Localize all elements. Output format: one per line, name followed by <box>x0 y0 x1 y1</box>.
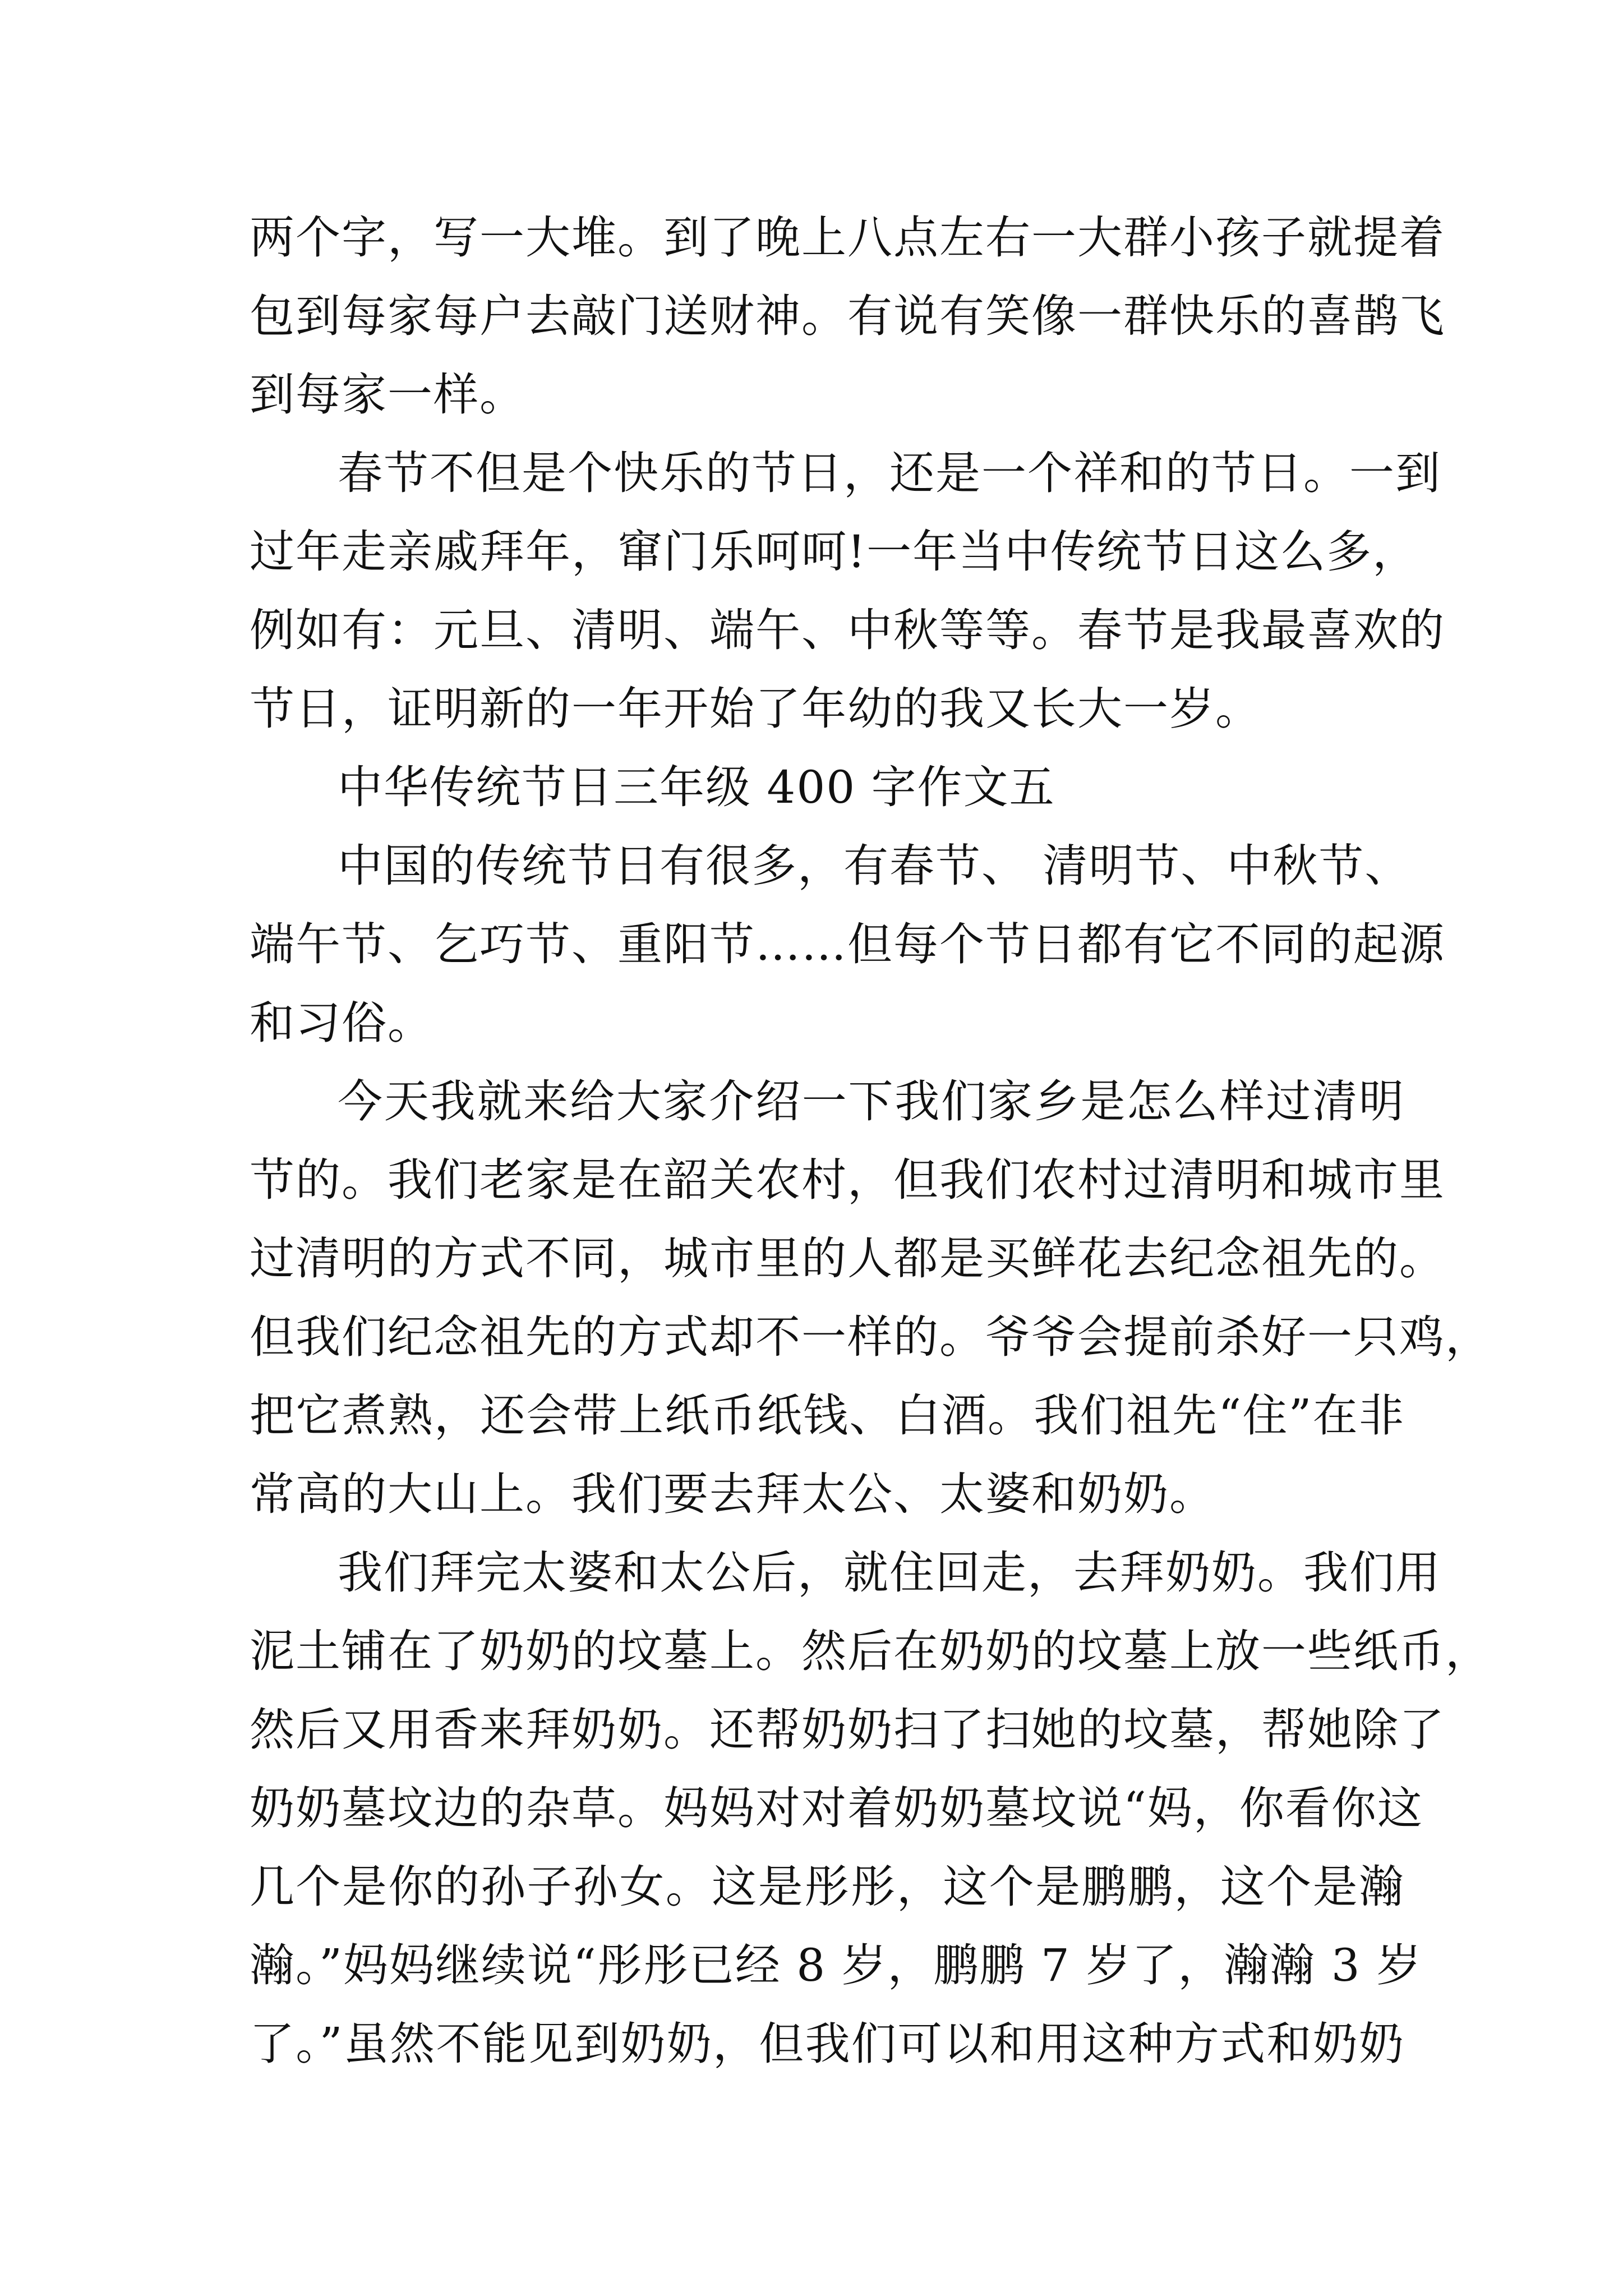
section-heading: 中华传统节日三年级 400 字作文五 <box>338 761 1055 813</box>
text-line: 但我们纪念祖先的方式却不一样的。爷爷会提前杀好一只鸡， <box>250 1311 1491 1363</box>
text-line: 过清明的方式不同，城市里的人都是买鲜花去纪念祖先的。 <box>250 1232 1445 1285</box>
text-line: 春节不但是个快乐的节日，还是一个祥和的节日。一到 <box>338 447 1441 499</box>
text-line: 了。”虽然不能见到奶奶，但我们可以和用这种方式和奶奶 <box>250 2018 1405 2070</box>
text-line: 把它煮熟，还会带上纸币纸钱、白酒。我们祖先“住”在非 <box>250 1389 1405 1442</box>
text-line: 泥土铺在了奶奶的坟墓上。然后在奶奶的坟墓上放一些纸币， <box>250 1625 1491 1677</box>
text-line: 几个是你的孙子孙女。这是彤彤，这个是鹏鹏，这个是瀚 <box>250 1861 1405 1913</box>
text-line: 两个字，写一大堆。到了晚上八点左右一大群小孩子就提着 <box>250 211 1445 264</box>
text-line: 常高的大山上。我们要去拜太公、太婆和奶奶。 <box>250 1468 1215 1520</box>
text-line: 今天我就来给大家介绍一下我们家乡是怎么样过清明 <box>338 1075 1405 1128</box>
text-line: 包到每家每户去敲门送财神。有说有笑像一群快乐的喜鹊飞 <box>250 290 1445 342</box>
text-line: 端午节、乞巧节、重阳节……但每个节日都有它不同的起源 <box>250 918 1445 970</box>
text-line: 瀚。”妈妈继续说“彤彤已经 8 岁，鹏鹏 7 岁了，瀚瀚 3 岁 <box>250 1939 1423 1991</box>
text-line: 到每家一样。 <box>250 369 525 421</box>
text-line: 我们拜完太婆和太公后，就住回走，去拜奶奶。我们用 <box>338 1547 1441 1599</box>
text-line: 过年走亲戚拜年，窜门乐呵呵!一年当中传统节日这么多， <box>250 526 1419 578</box>
text-line: 和习俗。 <box>250 997 434 1049</box>
text-line: 然后又用香来拜奶奶。还帮奶奶扫了扫她的坟墓，帮她除了 <box>250 1704 1445 1756</box>
text-line: 中国的传统节日有很多，有春节、 清明节、中秋节、 <box>338 840 1411 892</box>
text-line: 奶奶墓坟边的杂草。妈妈对对着奶奶墓坟说“妈，你看你这 <box>250 1782 1423 1834</box>
text-line: 节的。我们老家是在韶关农村，但我们农村过清明和城市里 <box>250 1154 1445 1206</box>
text-line: 例如有：元旦、清明、端午、中秋等等。春节是我最喜欢的 <box>250 604 1445 656</box>
text-line: 节日，证明新的一年开始了年幼的我又长大一岁。 <box>250 683 1261 735</box>
